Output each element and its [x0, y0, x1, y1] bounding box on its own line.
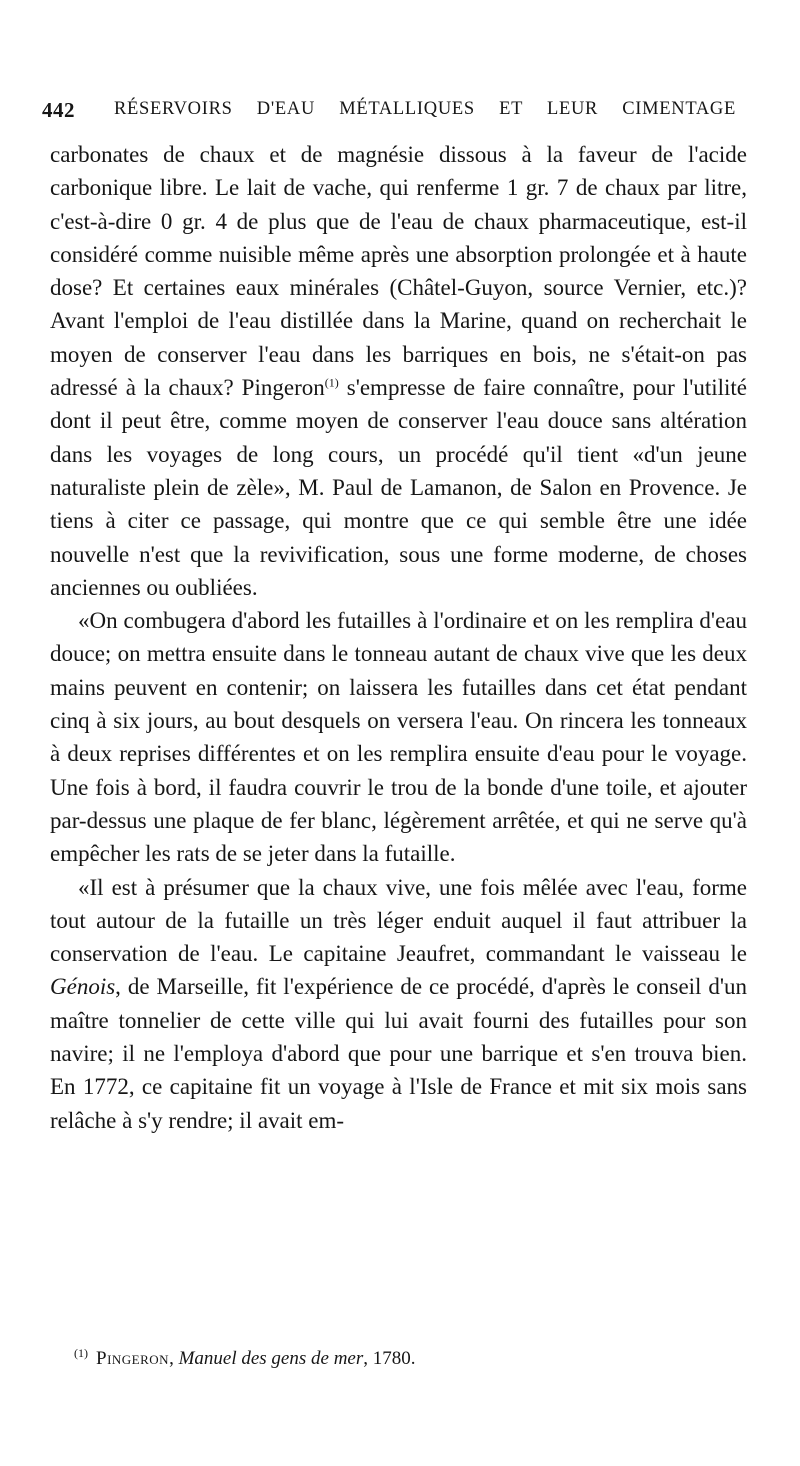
body-text [50, 138, 747, 1137]
running-head: RÉSERVOIRS D'EAU MÉTALLIQUES ET LEUR CIMENTAGE [114, 99, 736, 119]
paragraph-2: «On combugera d'abord les futailles à l'ordinaire et on les remplira d'eau douce; on mettra ensuite dans le tonneau autant de chaux vive que les deux mains peuvent en contenir; on laissera les futailles dans cet état pendant cinq à six jours, au bout desquels on versera l'eau. On rincera les tonneaux à deux reprises différentes et on les remplira ensuite d'eau pour le voyage. Une fois à bord, il faudra couvrir le trou de la bonde d'une toile, et ajouter par-dessus une plaque de fer blanc, légèrement arrêtée, et qui ne serve qu'à empêcher les rats de se jeter dans la futaille. [50, 608, 747, 867]
paragraph-3-text-b: , de Marseille, fit l'expérience de ce procédé, d'après le conseil d'un maître tonnelier de cette ville qui lui avait fourni des futailles pour son navire; il ne l'employa d'abord que pour une barrique et s'en trouva bien. En 1772, ce capitaine fit un voyage à l'Isle de France et mit six mois sans relâche à s'y rendre; il avait em- [50, 974, 747, 1133]
page-number: 442 [42, 98, 75, 122]
footnote-separator: , [169, 1348, 179, 1369]
paragraph-3-text-a: «Il est à présumer que la chaux vive, une fois mêlée avec l'eau, forme tout autour de la futaille un très léger enduit auquel il faut attribuer la conservation de l'eau. Le capitaine Jeaufret, commandant le vaisseau le [50, 874, 747, 967]
paragraph-1 [50, 138, 747, 604]
page-header [42, 98, 742, 128]
paragraph-1-text-a: carbonates de chaux et de magnésie dissous à la faveur de l'acide carbonique libre. Le lait de vache, qui renferme 1 gr. 7 de chaux par litre, c'est-à-dire 0 gr. 4 de plus que de l'eau de chaux pharmaceutique, est-il considéré comme nuisible même après une absorption prolongée et à haute dose? Et certaines eaux minérales (Châtel-Guyon, source Vernier, etc.)? Avant l'emploi de l'eau distillée dans la Marine, quand on recherchait le moyen de conserver l'eau dans les barriques en bois, ne s'était-on pas adressé à la chaux? Pingeron [50, 142, 747, 401]
ship-name: Génois [50, 974, 116, 1000]
footnote [74, 1347, 734, 1371]
paragraph-3 [50, 871, 747, 1137]
paragraph-1-text-b: s'empresse de faire connaître, pour l'utilité dont il peut être, comme moyen de conserver l'eau douce sans altération dans les voyages de long cours, un procédé qu'il tient «d'un jeune naturaliste plein de zèle», M. Paul de Lamanon, de Salon en Provence. Je tiens à citer ce passage, qui montre que ce qui semble être une idée nouvelle n'est que la revivification, sous une forme moderne, de choses anciennes ou oubliées. [50, 375, 747, 600]
footnote-marker: (1) [74, 1345, 88, 1360]
footnote-reference: (1) [324, 375, 339, 390]
footnote-year: , 1780. [363, 1348, 416, 1369]
footnote-title: Manuel des gens de mer [178, 1348, 364, 1369]
footnote-author: Pingeron [96, 1348, 170, 1369]
